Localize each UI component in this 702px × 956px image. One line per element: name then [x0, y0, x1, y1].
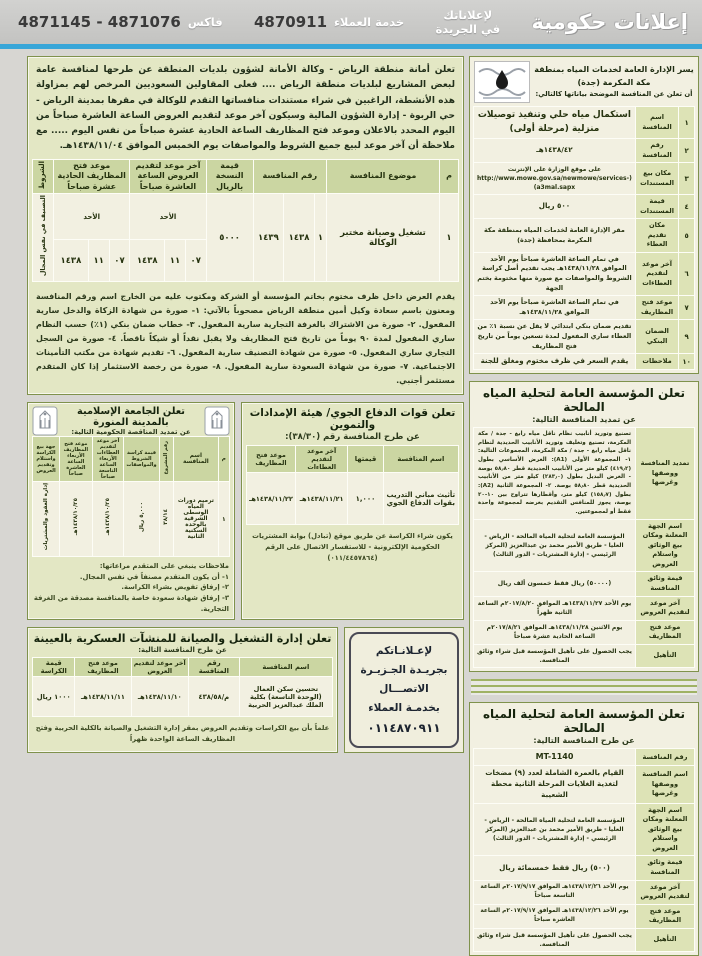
section-title: تعلن المؤسسة العامة لتحلية المياه المالحة	[482, 386, 686, 415]
cell-value: ١,٠٠٠	[348, 473, 383, 525]
col-deadline: آخر موعد لتقديم العروض الساعة العاشرة صباحاً	[130, 159, 206, 194]
col-copy-price: قيمة النسخة بالريال	[206, 159, 253, 194]
row-value: تقديم ضمان بنكي ابتدائي لا يقل عن نسبة ١٪ من العطاء ساري المفعول لمدة تسعين يوماً من تاريخ فتح المظاريف	[474, 320, 636, 354]
row-label: آخر موعد لتقديم العطاءات	[635, 252, 678, 295]
row-number: ٢	[679, 139, 695, 163]
section-makkah-water	[469, 56, 699, 374]
university-title-row	[28, 403, 234, 436]
ad-line: بجريـدة الجـزيـرة	[360, 664, 448, 677]
section-desalination-extension	[469, 381, 699, 672]
row-number: ٦	[679, 252, 695, 295]
table-header-row	[33, 437, 230, 482]
row-value: ١٤٣٨/٤٢هـ	[474, 139, 636, 163]
cell-conditions	[33, 194, 54, 282]
left-column	[27, 56, 464, 753]
ad-line: لإعـلانـاتكم	[375, 645, 433, 658]
table-row	[474, 320, 695, 354]
col-opening: موعد فتح المظاريف	[75, 658, 131, 677]
table-row	[474, 856, 695, 880]
row-label: آخر موعد لتقديم العروض	[636, 596, 695, 620]
row-label: موعد فتح المظاريف	[636, 904, 695, 928]
col-competition-no: رقم المنافسة	[253, 159, 326, 194]
section-title: تعلن قوات الدفاع الجوي/ هيئة الإمدادات والتموين	[249, 407, 456, 432]
row-value: تصنيع وتوريد أنابيب نظام ناقل مياه رابغ - جدة / مكة المكرمة، تصنيع وتغليف وتوريد الأنابيب الحديدية لنظام ناقل مياه رابغ - جدة / مكة المكرمة، المجموعات التالية: ١- المجموعة الأولى (A1): العرض الأساسي بطول (٤١٩٫٢) كيلو متر من الأنابيب الحديدية قطر ٥٨٫٨٠ بوصة - العرض البديل بطول (٢٨٣٫٠) كيلو متر من الأنابيب الحديدية قطر ٥٨٫٨٠ بوصة. ٢- المجموعة الثانية (A2): بطول (١٥٨٫٧) كيلو متر، وأقطارها تتراوح بين ١٠-٢٠ بوصة، يجوز للمنافس التقديم بعرضه لمجموعة واحدة فقط أو لمجموعتين.	[474, 428, 636, 520]
col-subject: موضوع المنافسة	[327, 159, 440, 194]
table-row	[33, 677, 333, 717]
row-number: ٣	[679, 163, 695, 195]
row-label: موعد فتح المظاريف	[635, 296, 678, 320]
col-no: رقم المنافسة	[188, 658, 239, 677]
row-value: في تمام الساعة العاشرة صباحاً يوم الأحد الموافق ١٤٣٨/١١/٢٨هـ يجب تقديم أصل كراسة الشروط والمواصفات مع صورة منها مختومة بختم الجهة	[474, 252, 636, 295]
col-no: م	[440, 159, 459, 194]
tagline-line2: في الجريدة	[435, 22, 501, 36]
row-value: في تمام الساعة العاشرة صباحاً يوم الأحد الموافق ١٤٣٨/١١/٢٨هـ	[474, 296, 636, 320]
tagline-line1: لإعلاناتك	[443, 7, 493, 22]
col-price: قيمة الكراسة	[33, 658, 75, 677]
table-header-row	[33, 159, 459, 194]
col-price: قيمة كراسة الشروط والمواصفات	[124, 437, 159, 482]
table-row	[474, 428, 695, 520]
section-subtitle: عن تمديد المناقصة الحكومية التالية:	[71, 428, 191, 437]
row-value: (٥٠٠) ريال فقط خمسمائة ريال	[474, 856, 636, 880]
section-separator	[471, 679, 697, 695]
desal-new-table	[473, 748, 695, 952]
row-label: آخر موعد لتقديم العروض	[636, 880, 695, 904]
university-emblem-icon	[204, 406, 230, 436]
row-value: يقدم السعر في ظرف مختوم ومغلق للجنة	[474, 354, 636, 370]
cell-deadline-day: الأحد	[130, 194, 206, 240]
section-title: تعلن إدارة التشغيل والصيانة للمنشآت العسكرية بالعيينة	[33, 632, 332, 646]
cell-opening-text: ١٤٣٨/١٠/٢٥هـ	[72, 498, 79, 536]
col-seller: جهة بيع الكراسة واستلام وتقديم العروض	[33, 437, 60, 482]
row-value: (٥٠٠٠٠) ريال فقط خمسون ألف ريال	[474, 572, 636, 596]
cell-conditions-text: التصنيف في نفس المجال	[39, 195, 47, 277]
masthead-bar	[0, 0, 702, 44]
note-item: ١- أن يكون المتقدم مصنفاً في نفس المجال.	[79, 572, 229, 581]
cell-price	[124, 482, 159, 556]
table-row	[474, 596, 695, 620]
row-label: مكان تقديم العطاء	[635, 219, 678, 253]
table-row	[474, 139, 695, 163]
university-table	[32, 436, 230, 556]
cell-price: ١٠٠٠ ريال	[33, 677, 75, 717]
table-row	[474, 620, 695, 644]
makkah-intro	[534, 64, 694, 100]
row-number: ٤	[679, 195, 695, 219]
cell-deadline-m: ١١	[165, 240, 186, 282]
cell-price: ٥٠٠٠	[206, 194, 253, 282]
middle-row	[27, 402, 464, 620]
cell-comp-no-2: ١٤٣٨	[284, 194, 315, 282]
row-label: التأهيل	[636, 644, 695, 668]
row-value: استكمال مياه حلي وتنفيذ توصيلات منزلية (مرحلة أولى)	[474, 107, 636, 139]
row-label: اسم الجهة المعلنة ومكان بيع الوثائق واستلام العروض	[636, 519, 695, 572]
cell-no: م/٤٣٨/٥٨	[188, 677, 239, 717]
col-opening: موعد فتح المظاريف الحادية عشرة صباحاً	[54, 159, 130, 194]
note-item: ٣- إرفاق شهادة سعودة خاصة بالمنافسة مصدقة من الغرفة التجارية.	[33, 594, 229, 614]
col-project-no	[159, 437, 173, 482]
makkah-intro-line1: يسر الإدارة العامة لخدمات المياه بمنطقة مكة المكرمة (جدة)	[534, 64, 694, 87]
col-project-no-label: رقم المشروع	[163, 440, 170, 475]
col-opening: موعد فتح المظاريف	[247, 446, 296, 473]
table-row	[474, 749, 695, 766]
customer-service-number: 4870911	[253, 13, 328, 31]
col-conditions	[33, 159, 54, 194]
row-value: على موقع الوزارة على الإنترنت (http://www.mowe.gov.sa/newmowe/services-a3mal.sapx)	[474, 163, 636, 195]
cell-seller-text: إدارة العقود والمشتريات	[43, 483, 50, 551]
row-value: يوم الأحد ١٤٣٨/١٢/٢٦هـ الموافق ٢٠١٧/٩/١٧م الساعة العاشرة صباحاً	[474, 904, 636, 928]
section-desalination-new	[469, 702, 699, 956]
section-subtitle: عن طرح المنافسة التالية:	[138, 646, 227, 655]
row-label: رقم المنافسة	[635, 139, 678, 163]
ad-line: الاتصـــال	[379, 683, 429, 696]
row-number: ١٠	[679, 354, 695, 370]
note-item: ٢- إرفاق تفويض بشراء الكراسة.	[121, 583, 229, 592]
notes-title: ملاحظات ينبغي على المتقدم مراعاتها:	[99, 561, 229, 570]
table-row	[474, 644, 695, 668]
cell-opening: ١٤٣٨/١١/١١هـ	[75, 677, 131, 717]
cell-opening: ١٤٣٨/١١/٢٢هـ	[247, 473, 296, 525]
row-label: ملاحظات	[635, 354, 678, 370]
row-label: موعد فتح المظاريف	[636, 620, 695, 644]
table-row	[474, 219, 695, 253]
row-label: مكان بيع المستندات	[635, 163, 678, 195]
col-deadline: آخر موعد لتقديم العطاءات	[296, 446, 348, 473]
page-content	[0, 49, 702, 956]
customer-service	[254, 13, 404, 31]
table-row	[474, 766, 695, 803]
page-title: إعلانات حكومية	[531, 10, 688, 34]
row-value: يوم الأحد ١٤٣٨/١١/٢٧هـ الموافق ٢٠١٧/٨/٢٠م الساعة الثانية ظهراً	[474, 596, 636, 620]
table-row	[474, 519, 695, 572]
jazirah-ad-box	[344, 627, 464, 753]
cell-project-no	[159, 482, 173, 556]
maintenance-note: علماً بأن بيع الكراسات وتقديم العروض بمقر إدارة التشغيل والصيانة بالكلية الحربية وفتح المظاريف الساعة الواحدة ظهراً	[35, 724, 330, 743]
row-label: الضمان البنكي	[635, 320, 678, 354]
jazirah-ad-frame	[349, 632, 459, 748]
table-row	[474, 904, 695, 928]
row-value: يجب الحصول على تأهيل المؤسسة قبل شراء وثائق المنافسة.	[474, 644, 636, 668]
cell-project-no-text: ٣٨/١٤	[163, 509, 170, 525]
desal-extend-table	[473, 427, 695, 668]
section-title: تعلن المؤسسة العامة لتحلية المياه المالحة	[482, 707, 686, 736]
cell-deadline-d: ٠٧	[185, 240, 206, 282]
table-row	[474, 880, 695, 904]
row-value: مقر الإدارة العامة لخدمات المياه بمنطقة مكة المكرمة بمحافظة (جدة)	[474, 219, 636, 253]
table-row	[474, 296, 695, 320]
cell-deadline	[92, 482, 124, 556]
row-label: اسم الجهة المعلنة ومكان بيع الوثائق واستلام العروض	[636, 803, 695, 856]
row-value: MT-1140	[474, 749, 636, 766]
row-value: المؤسسة العامة لتحلية المياه المالحة - الرياض - العليا - طريق الأمير محمد بن عبدالعزيز (المركز الرئيسي - إدارة المشتريات - الدور الثالث)	[474, 803, 636, 856]
section-islamic-university	[27, 402, 235, 620]
fax-label: فاكس	[187, 15, 223, 29]
cell-seller	[33, 482, 60, 556]
col-deadline: آخر موعد لتقديم العروض	[131, 658, 188, 677]
table-header-row	[33, 658, 333, 677]
cell-deadline: ١٤٣٨/١١/٢١هـ	[296, 473, 348, 525]
customer-service-label: خدمة العملاء	[334, 15, 405, 29]
row-label: قيمة وثائق المنافسة	[636, 572, 695, 596]
table-row	[474, 803, 695, 856]
row-label: تمديد المنافسة ووصفها وغرضها	[636, 428, 695, 520]
row-value: القيام بالعمرة الشاملة لعدد (٩) مضخات لتغذية الغلايات المرحلة الثانية محطة الشعيبة	[474, 766, 636, 803]
cell-opening-m: ١١	[88, 240, 109, 282]
table-row	[33, 482, 230, 556]
section-subtitle: عن تمديد المنافسة التالية:	[532, 415, 636, 425]
cell-name: تحسين سكن العمال (الوحدة التاسعة) بكلية الملك عبدالعزيز الحربية	[239, 677, 332, 717]
cell-deadline-y: ١٤٣٨	[130, 240, 165, 282]
col-deadline: آخر موعد لتقديم العطاءات الأربعاء الساعة التاسعة صباحاً	[92, 437, 124, 482]
ad-phone-number: ٠١١٤٨٧٠٩١١	[367, 720, 441, 735]
cell-comp-no-3: ١٤٣٩	[253, 194, 284, 282]
table-header-row	[247, 446, 459, 473]
table-row	[474, 195, 695, 219]
table-row	[247, 473, 459, 525]
maintenance-table	[32, 657, 333, 717]
table-row	[474, 572, 695, 596]
col-name: اسم المنافسة	[383, 446, 458, 473]
air-defense-note: يكون شراء الكراسة عن طريق موقع (تبادل) بوابة المشتريات الحكومية الإلكترونية - للاستفسار الاتصال على الرقم (٠١١/٤٤٥٧٨٦٤)	[252, 532, 453, 563]
col-conditions-label: الشروط	[38, 160, 47, 189]
col-no: م	[218, 437, 229, 482]
col-value: قيمتها	[348, 446, 383, 473]
water-ministry-logo-icon	[474, 61, 530, 103]
cell-name: ترميم دورات المياه الوسطى الشرقية بالوحدة السكنية الثانية	[174, 482, 219, 556]
row-value: يوم الاثنين ١٤٣٨/١١/٢٨هـ الموافق ٢٠١٧/٨/٢١م الساعة الحادية عشرة صباحاً	[474, 620, 636, 644]
cell-opening-day: الأحد	[54, 194, 130, 240]
row-label: اسم المنافسة	[635, 107, 678, 139]
table-row	[474, 107, 695, 139]
table-row	[474, 163, 695, 195]
cell-deadline-text: ١٤٣٨/١٠/٢٥هـ	[105, 498, 112, 536]
university-titles	[64, 406, 198, 436]
cell-opening	[60, 482, 93, 556]
table-subheader-row	[33, 194, 459, 240]
row-number: ١	[679, 107, 695, 139]
section-title: تعلن الجامعة الإسلامية بالمدينة المنورة	[77, 406, 185, 429]
cell-name: تأثيث مباني التدريب بقوات الدفاع الجوي	[383, 473, 458, 525]
cell-no: ١	[440, 194, 459, 282]
row-value: المؤسسة العامة لتحلية المياه المالحة - الرياض - العليا - طريق الأمير محمد بن عبدالعزيز (المركز الرئيسي - إدارة المشتريات - الدور الثالث)	[474, 519, 636, 572]
riyadh-footer-paragraph: يقدم العرض داخل ظرف مختوم بخاتم المؤسسة أو الشركة ومكتوب عليه من الخارج اسم ورقم المنافسة ومعنون باسم سعادة وكيل أمين منطقة الرياض مصحوباً بالآتي: ١- صورة من شهادة الزكاة والدخل سارية المفعول. ٢- صورة من الاشتراك بالغرفة التجارية سارية المفعول. ٣- خطاب ضمان بنكي (١٪) حسب النظام ساري المفعول لمدة ٩٠ يوماً من تاريخ فتح المظاريف ولا يقبل نقداً أو شيكاً ناقصاً. ٤- صورة من السجل التجاري ساري المفعول. ٥- صورة من شهادة التصنيف سارية المفعول. ٦- تقديم شهادة من مكتب التأمينات الاجتماعية. ٧- صورة من شهادة السعودة سارية المفعول. ٨- صورة من رخصة الاستثمار إذا كان المتقدم مستثمر أجنبي.	[36, 292, 456, 386]
row-label: التأهيل	[636, 928, 695, 952]
section-military-maintenance	[27, 627, 338, 753]
row-label: قيمة وثائق المنافسة	[636, 856, 695, 880]
cell-comp-no-1: ١	[314, 194, 326, 282]
cell-opening-y: ١٤٣٨	[54, 240, 89, 282]
ad-line: بخدمـة العملاء	[368, 701, 440, 714]
row-number: ٥	[679, 219, 695, 253]
row-value: يجب الحصول على تأهيل المؤسسة قبل شراء وثائق المنافسة.	[474, 928, 636, 952]
row-value: يوم الأحد ١٤٣٨/١٢/٢٦هـ الموافق ٢٠١٧/٩/١٧م الساعة التاسعة صباحاً	[474, 880, 636, 904]
row-label: قيمة المستندات	[635, 195, 678, 219]
row-number: ٧	[679, 296, 695, 320]
cell-price-text: ٥,٠٠٠ ريال	[138, 502, 145, 533]
right-column	[469, 56, 699, 956]
col-opening: موعد فتح المظاريف الأربعاء الساعة العاشرة صباحاً	[60, 437, 93, 482]
table-row	[474, 252, 695, 295]
university-notes	[28, 561, 234, 619]
row-number: ٩	[679, 320, 695, 354]
makkah-header	[470, 57, 698, 106]
section-riyadh-municipality	[27, 56, 464, 395]
fax	[18, 13, 223, 31]
fax-numbers: 4871145 - 4871076	[18, 13, 181, 31]
cell-deadline: ١٤٣٨/١١/١٠هـ	[131, 677, 188, 717]
row-label: رقم المنافسة	[636, 749, 695, 766]
table-row	[474, 928, 695, 952]
makkah-table	[473, 106, 695, 370]
col-name: اسم المنافسة	[174, 437, 219, 482]
row-label: اسم المنافسة ووصفها وغرضها	[636, 766, 695, 803]
riyadh-table	[32, 159, 459, 283]
university-emblem-icon	[32, 406, 58, 436]
section-air-defense	[241, 402, 464, 620]
col-name: اسم المنافسة	[239, 658, 332, 677]
makkah-intro-line2: أن تعلن عن المنافسة الموضحة بياناتها كالتالي:	[535, 90, 693, 99]
riyadh-intro-paragraph: تعلن أمانة منطقة الرياض - وكالة الأمانة لشؤون بلديات المنطقة عن طرحها لمنافسة عامة لبعض المشاريع لبلديات منطقة الرياض .... فعلى المقاولين السعوديين المرخص لهم بمزاولة هذه الأنشطة، الراغبين في شراء مستندات منافساتها التقدم للوكالة في مقرها بمدينة الرياض - حي الربوة - إدارة الشؤون المالية وسيكون آخر موعد لتقديم العروض الساعة العاشرة صباحاً من اليوم المحدد بالاعلان وموعد فتح المظاريف الساعة الحادية عشرة صباحاً من نفس اليوم ..... مع ملاحظة أن آخر موعد لبيع جميع الشروط والمواصفات يوم الخميس الموافق ١٤٣٨/١١/٠٤هـ.	[36, 65, 455, 152]
section-subtitle: عن طرح المنافسة رقم (٣٨/٣٠):	[285, 432, 420, 443]
air-defense-table	[246, 445, 459, 525]
tagline	[436, 8, 501, 37]
section-subtitle: عن طرح المنافسة التالية:	[533, 736, 635, 746]
cell-no: ١	[218, 482, 229, 556]
row-value: ٥٠٠ ريال	[474, 195, 636, 219]
cell-opening-d: ٠٧	[109, 240, 130, 282]
cell-subject: تشغيل وصيانة مختبر الوكالة	[327, 194, 440, 282]
table-row	[474, 354, 695, 370]
bottom-row	[27, 627, 464, 753]
